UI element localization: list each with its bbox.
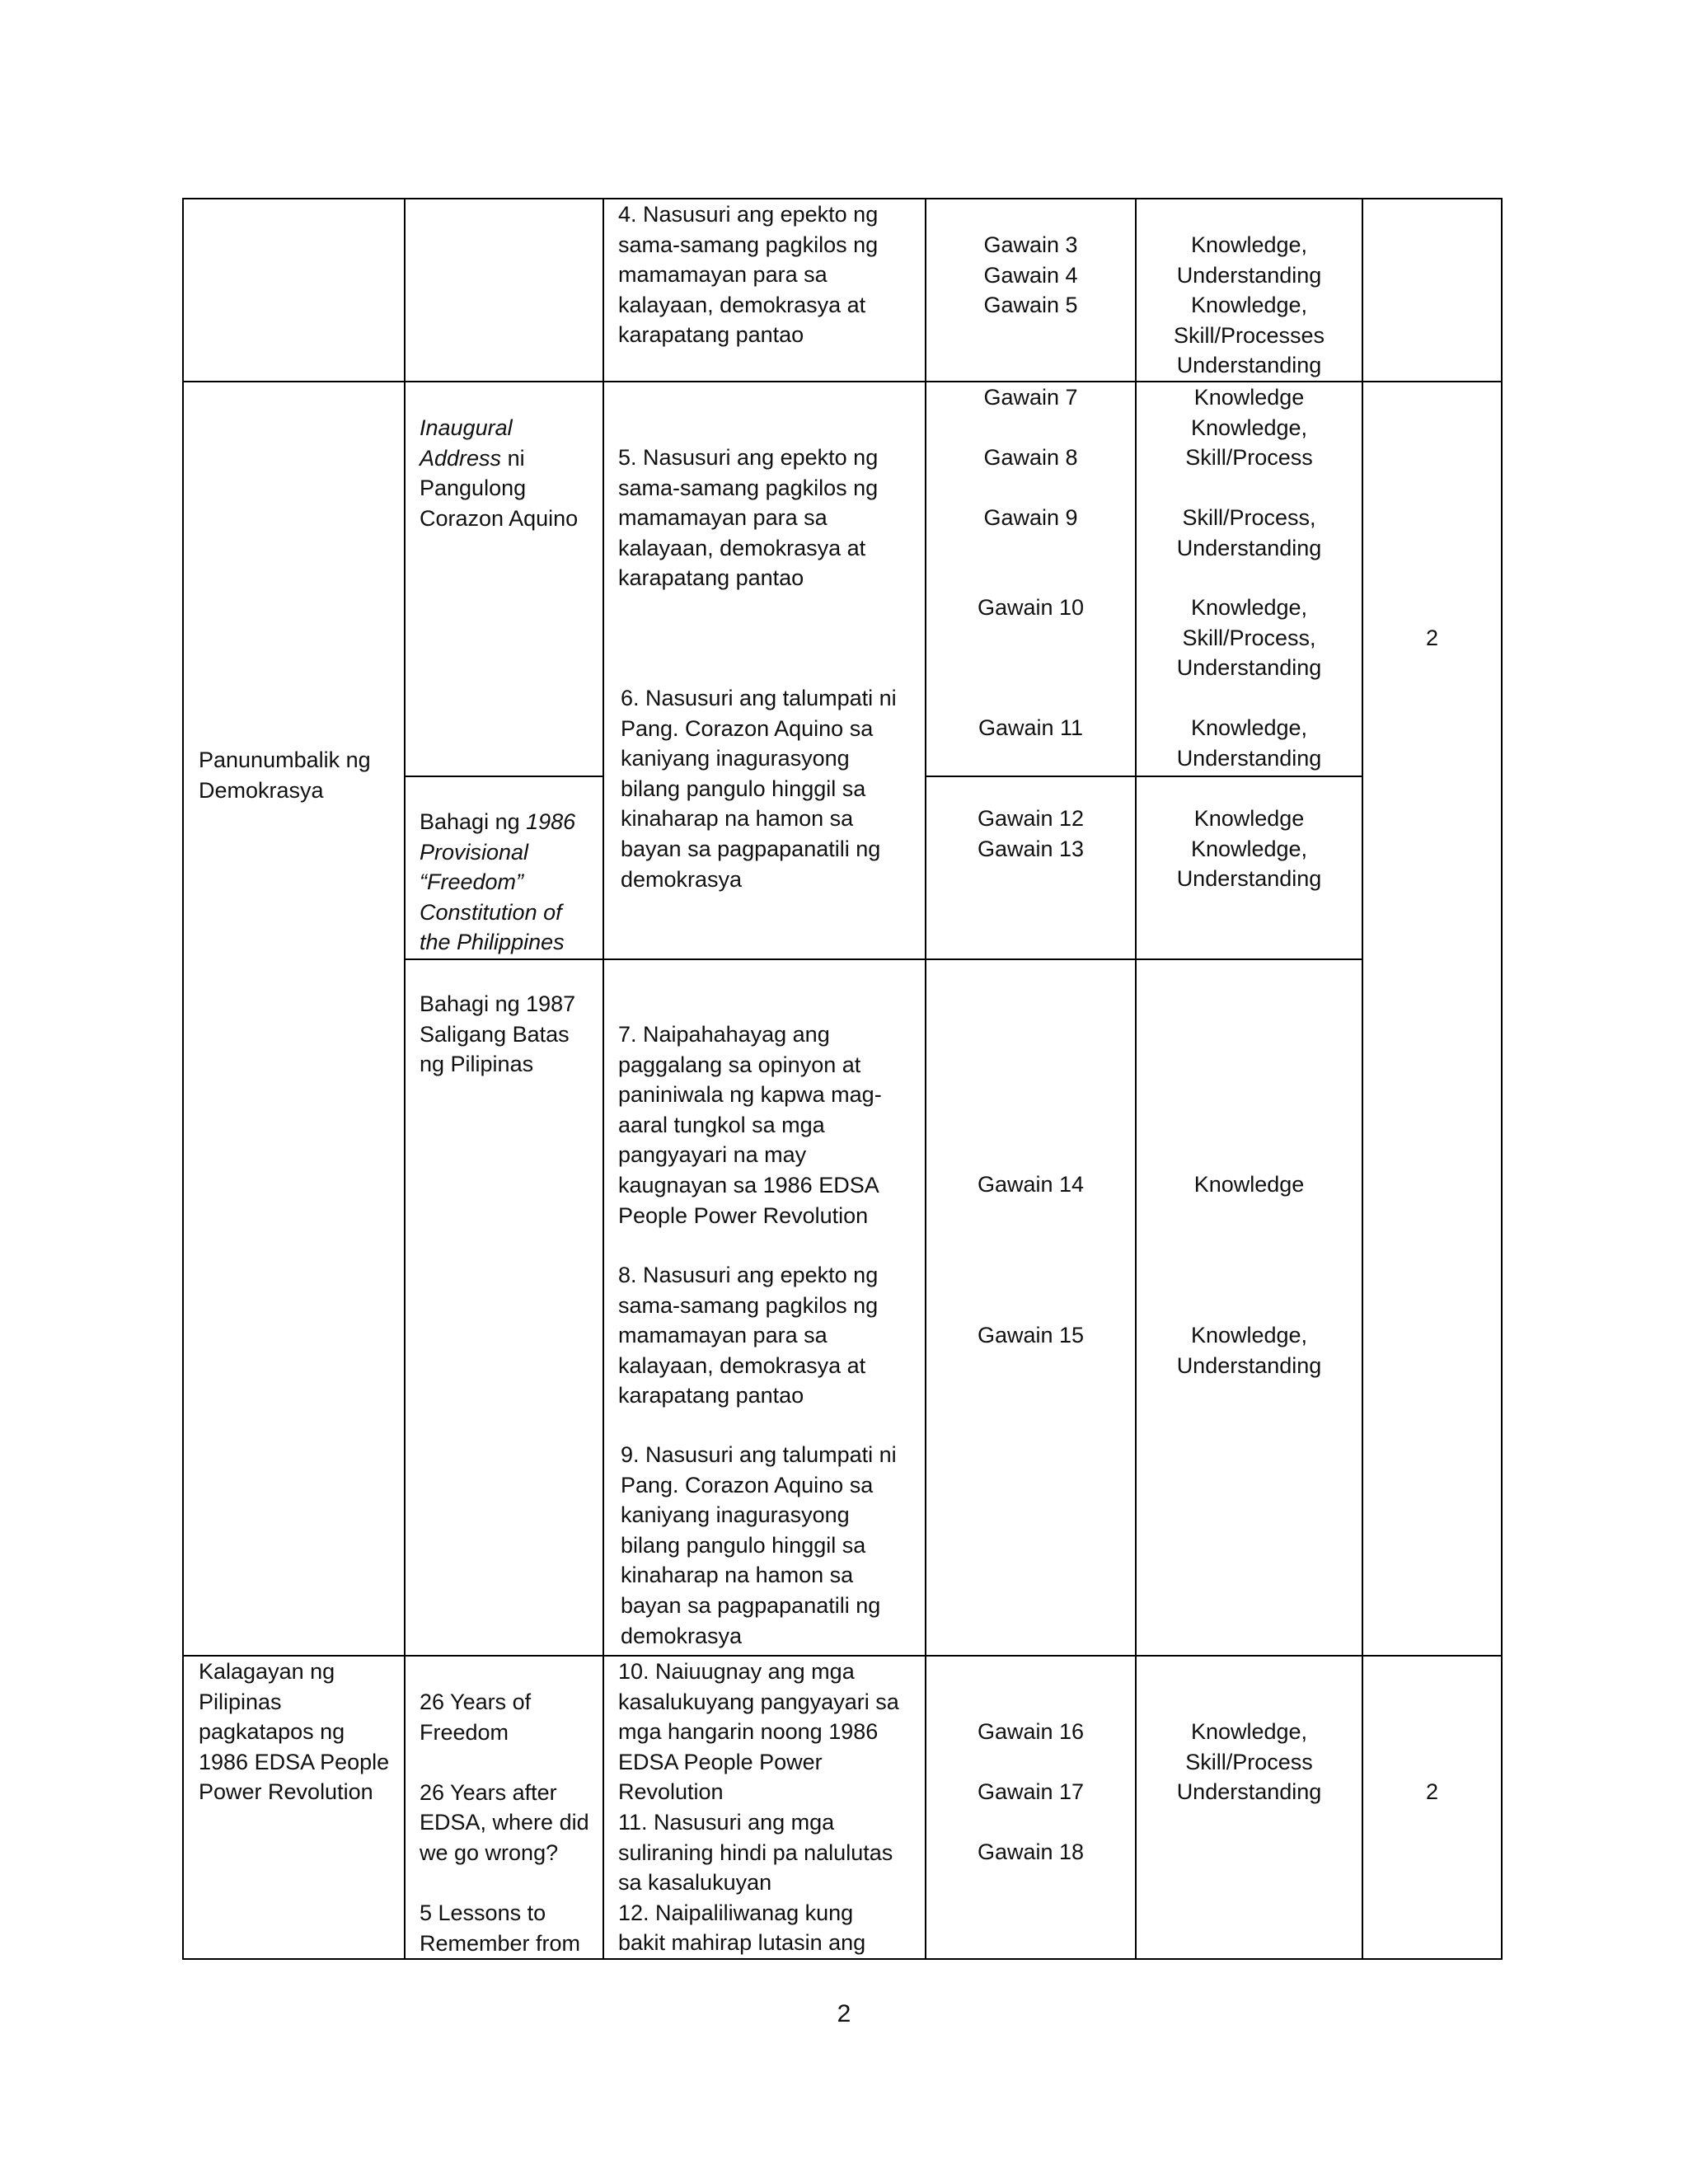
table-cell — [420, 807, 575, 958]
table-cell: 2 — [1425, 1779, 1439, 1804]
table-cell: Knowledge, Understanding — [1176, 715, 1322, 771]
table-cell: Gawain 15 — [977, 1323, 1085, 1347]
table-cell: Gawain 3 Gawain 4 Gawain 5 — [983, 232, 1078, 318]
table-cell: Gawain 7 — [983, 385, 1078, 410]
table-cell: Knowledge, Skill/Process, Understanding — [1176, 595, 1322, 681]
table-cell: 10. Naiuugnay ang mga kasalukuyang pangyayari sa mga hangarin noong 1986 EDSA People Power Revolution 11. Nasusuri ang mga suliraning hindi pa nalulutas sa kasalukuyan 12. Naipaliliwanag kung bakit mahirap lutasin ang — [618, 1659, 899, 1956]
table-cell: 4. Nasusuri ang epekto ng sama-samang pagkilos ng mamamayan para sa kalayaan, demokrasya at karapatang pantao — [618, 202, 879, 348]
table-cell: 26 Years of Freedom 26 Years after EDSA, where did we go wrong? 5 Lessons to Remember from — [420, 1690, 589, 1956]
table-cell: Knowledge Knowledge, Understanding — [1176, 806, 1322, 892]
table-cell: Gawain 9 — [983, 505, 1078, 530]
table-cell: Bahagi ng 1987 Saligang Batas ng Pilipinas — [420, 991, 576, 1077]
table-cell: 6. Nasusuri ang talumpati ni Pang. Corazon Aquino sa kaniyang inagurasyong bilang pangulo hinggil sa kinaharap na hamon sa bayan sa pagpapanatili ng demokrasya — [621, 686, 897, 892]
table-cell: Gawain 10 — [977, 595, 1085, 620]
table-cell: Gawain 11 — [978, 715, 1084, 740]
table-cell: Knowledge — [1193, 1172, 1305, 1197]
table-cell: Knowledge, Understanding — [1176, 1323, 1322, 1378]
italic-text: Inaugural Address — [420, 415, 513, 471]
page-number: 2 — [837, 2000, 851, 2027]
table-cell — [420, 413, 578, 533]
table-cell: 8. Nasusuri ang epekto ng sama-samang pagkilos ng mamamayan para sa kalayaan, demokrasya at karapatang pantao — [618, 1263, 879, 1408]
table-cell: 9. Nasusuri ang talumpati ni Pang. Corazon Aquino sa kaniyang inagurasyong bilang pangulo hinggil sa kinaharap na hamon sa bayan sa pagpapanatili ng demokrasya — [621, 1442, 897, 1648]
table-cell: Knowledge Knowledge, Skill/Process — [1185, 385, 1313, 471]
table-cell: Gawain 14 — [977, 1172, 1085, 1197]
italic-text: 1986 Provisional “Freedom” Constitution of the Philippines — [420, 809, 576, 955]
table-cell: Panunumbalik ng Demokrasya — [199, 748, 371, 803]
text-span: ni Pangulong Corazon Aquino — [420, 445, 579, 531]
table-cell: Knowledge, Understanding Knowledge, Skill/Processes Understanding — [1173, 232, 1325, 378]
table-cell: Skill/Process, Understanding — [1176, 505, 1322, 560]
table-cell: 5. Nasusuri ang epekto ng sama-samang pagkilos ng mamamayan para sa kalayaan, demokrasya at karapatang pantao — [618, 445, 879, 591]
table-cell: Knowledge, Skill/Process Understanding — [1176, 1719, 1322, 1805]
table-cell: Gawain 16 Gawain 17 Gawain 18 — [977, 1719, 1085, 1865]
text-span: Bahagi ng — [420, 809, 527, 834]
table-cell: Gawain 8 — [983, 445, 1078, 470]
table-cell: Gawain 12 Gawain 13 — [977, 806, 1085, 861]
table-cell: 7. Naipahahayag ang paggalang sa opinyon at paniniwala ng kapwa mag- aaral tungkol sa mga pangyayari na may kaugnayan sa 1986 EDSA People Power Revolution — [618, 1022, 882, 1228]
table-cell: 2 — [1425, 626, 1439, 650]
table-cell: Kalagayan ng Pilipinas pagkatapos ng 1986 EDSA People Power Revolution — [199, 1659, 390, 1805]
